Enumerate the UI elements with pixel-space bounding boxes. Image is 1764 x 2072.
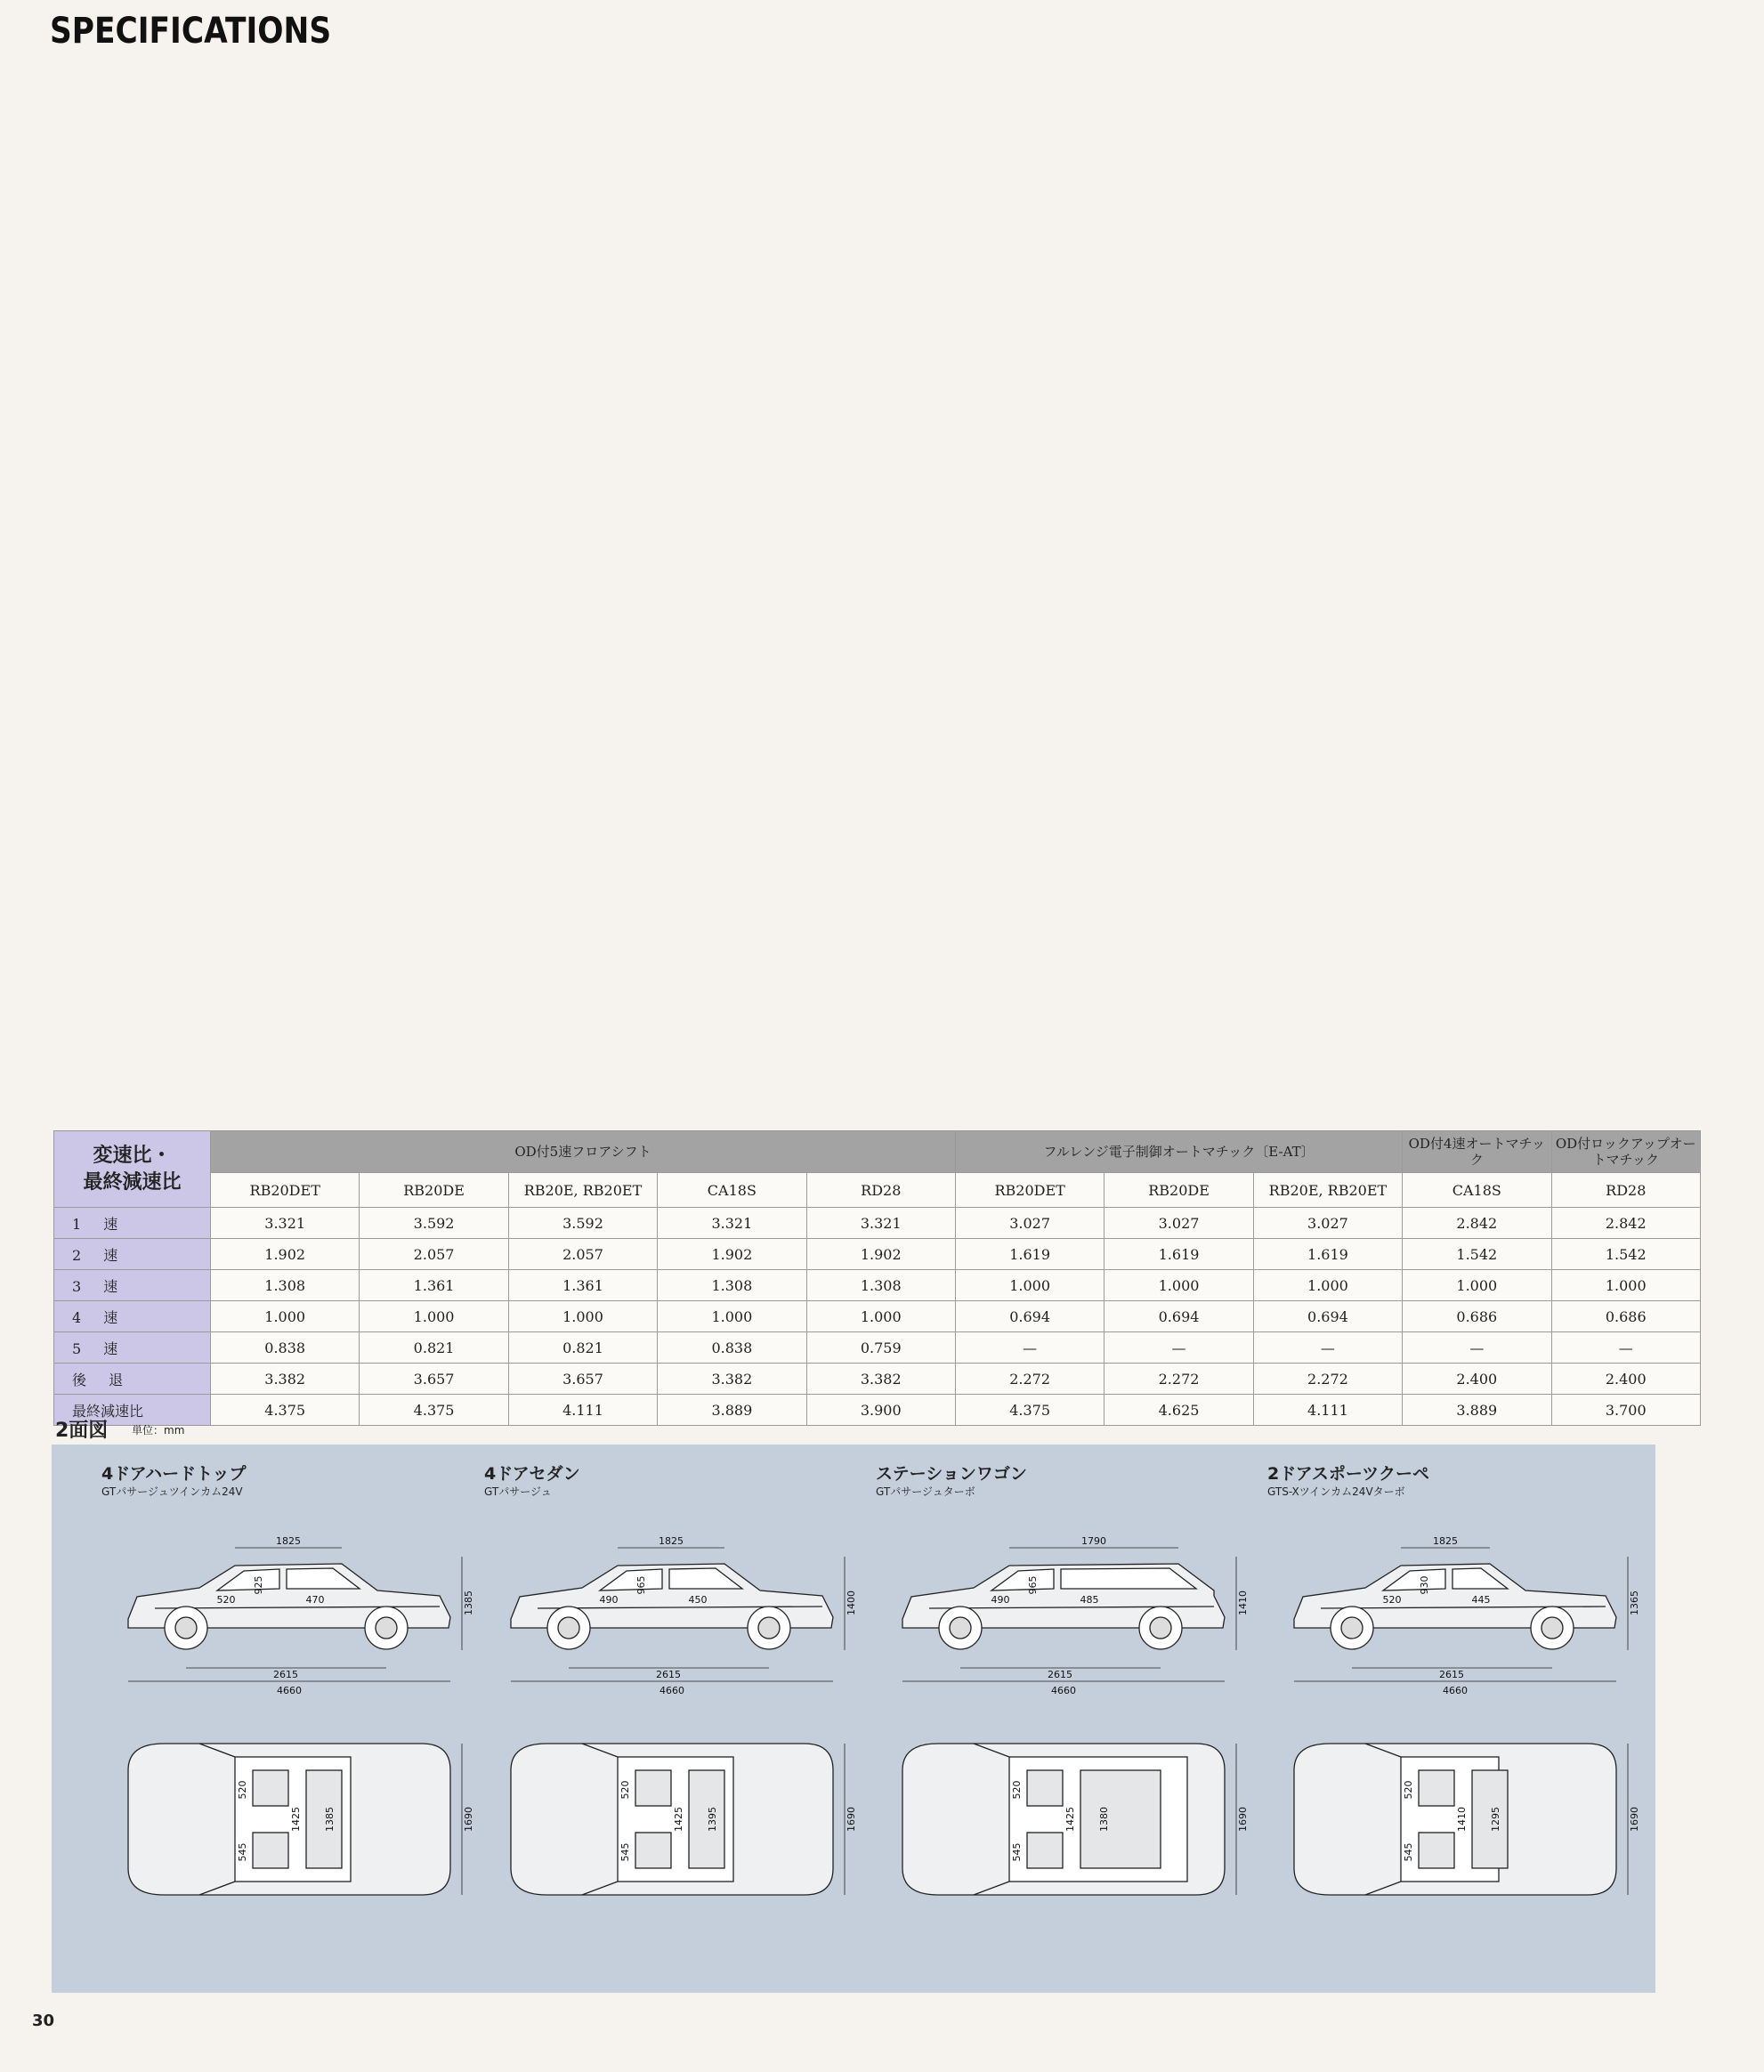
side-view bbox=[128, 1564, 450, 1649]
view-name: 4ドアセダン bbox=[484, 1464, 580, 1484]
dimension-label: 545 bbox=[237, 1842, 248, 1862]
dimension-label: 1400 bbox=[846, 1590, 857, 1615]
gear-row bbox=[54, 1208, 1701, 1239]
view-block bbox=[484, 1445, 876, 1993]
gear-ratio-cell: 0.686 bbox=[1551, 1301, 1700, 1332]
gear-engine-header: CA18S bbox=[658, 1173, 806, 1208]
gear-ratio-cell: 1.000 bbox=[1551, 1270, 1700, 1301]
gear-ratio-cell: 1.542 bbox=[1551, 1239, 1700, 1270]
dimension-label: 4660 bbox=[1051, 1685, 1076, 1696]
gear-ratio-cell: 3.321 bbox=[211, 1208, 360, 1239]
gear-ratio-cell: 0.759 bbox=[806, 1332, 955, 1364]
gear-group-4at: OD付4速オートマチック bbox=[1403, 1131, 1551, 1173]
gear-ratio-cell: 1.000 bbox=[806, 1301, 955, 1332]
dimension-label: 1395 bbox=[707, 1807, 718, 1832]
gear-ratio-cell: 3.321 bbox=[806, 1208, 955, 1239]
gear-ratio-cell: 4.375 bbox=[955, 1395, 1104, 1426]
dimension-label: 520 bbox=[216, 1594, 236, 1606]
top-view bbox=[128, 1744, 450, 1895]
dimension-label: 450 bbox=[688, 1594, 708, 1606]
gear-ratio-cell: 2.842 bbox=[1403, 1208, 1551, 1239]
gear-corner: 変速比・ 最終減速比 bbox=[54, 1131, 211, 1208]
gear-ratio-cell: 0.686 bbox=[1403, 1301, 1551, 1332]
gear-ratio-cell: 1.308 bbox=[806, 1270, 955, 1301]
gear-ratio-cell: — bbox=[1253, 1332, 1402, 1364]
top-view bbox=[902, 1744, 1225, 1895]
gear-ratio-cell: 2.842 bbox=[1551, 1208, 1700, 1239]
dimension-label: 520 bbox=[1403, 1780, 1414, 1800]
gear-row-label: 後 退 bbox=[54, 1364, 211, 1395]
gear-engine-header: RD28 bbox=[806, 1173, 955, 1208]
dimension-label: 490 bbox=[599, 1594, 619, 1606]
gear-group-5mt: OD付5速フロアシフト bbox=[211, 1131, 956, 1173]
gear-ratio-cell: — bbox=[1105, 1332, 1253, 1364]
view-grade: GTパサージュツインカム24V bbox=[101, 1485, 243, 1498]
gear-ratio-cell: 1.619 bbox=[1253, 1239, 1402, 1270]
top-view bbox=[511, 1744, 833, 1895]
gear-ratio-cell: 1.000 bbox=[658, 1301, 806, 1332]
dimension-label: 4660 bbox=[277, 1685, 302, 1696]
gear-row-label: 1 速 bbox=[54, 1208, 211, 1239]
gear-ratio-cell: 3.382 bbox=[211, 1364, 360, 1395]
gear-ratio-cell: 2.400 bbox=[1403, 1364, 1551, 1395]
gear-ratio-table bbox=[53, 1130, 1701, 1426]
gear-ratio-cell: 3.657 bbox=[508, 1364, 657, 1395]
dimension-label: 1690 bbox=[1237, 1807, 1249, 1832]
dimension-label: 965 bbox=[1027, 1575, 1039, 1595]
gear-ratio-cell: — bbox=[955, 1332, 1104, 1364]
gear-row-label: 3 速 bbox=[54, 1270, 211, 1301]
gear-row bbox=[54, 1364, 1701, 1395]
dimension-label: 2615 bbox=[656, 1669, 681, 1680]
gear-ratio-cell: 2.400 bbox=[1551, 1364, 1700, 1395]
dimension-label: 930 bbox=[1419, 1575, 1430, 1595]
dimension-label: 520 bbox=[237, 1780, 248, 1800]
dimension-label: 925 bbox=[253, 1575, 264, 1595]
gear-ratio-cell: 3.889 bbox=[1403, 1395, 1551, 1426]
dimension-label: 1380 bbox=[1098, 1807, 1110, 1832]
gear-ratio-cell: 1.308 bbox=[658, 1270, 806, 1301]
gear-ratio-cell: 1.619 bbox=[1105, 1239, 1253, 1270]
gear-row bbox=[54, 1270, 1701, 1301]
dimension-label: 1410 bbox=[1237, 1590, 1249, 1615]
view-name: 2ドアスポーツクーペ bbox=[1267, 1464, 1429, 1484]
gear-engine-header: RD28 bbox=[1551, 1173, 1700, 1208]
views-unit: 単位：mm bbox=[132, 1424, 185, 1437]
gear-row-label: 4 速 bbox=[54, 1301, 211, 1332]
page-number: 30 bbox=[32, 2011, 55, 2030]
dimension-label: 2615 bbox=[1439, 1669, 1464, 1680]
gear-row-label: 最終減速比 bbox=[54, 1395, 211, 1426]
gear-ratio-cell: 3.382 bbox=[658, 1364, 806, 1395]
gear-ratio-cell: — bbox=[1551, 1332, 1700, 1364]
gear-row bbox=[54, 1395, 1701, 1426]
view-block bbox=[1267, 1445, 1659, 1993]
dimension-label: 490 bbox=[991, 1594, 1010, 1606]
dimension-label: 1690 bbox=[463, 1807, 474, 1832]
gear-ratio-cell: 2.272 bbox=[1253, 1364, 1402, 1395]
gear-engine-header: RB20E, RB20ET bbox=[1253, 1173, 1402, 1208]
gear-ratio-cell: 1.361 bbox=[360, 1270, 508, 1301]
gear-ratio-cell: 1.902 bbox=[806, 1239, 955, 1270]
gear-ratio-cell: 1.000 bbox=[211, 1301, 360, 1332]
gear-engine-header: RB20DE bbox=[360, 1173, 508, 1208]
gear-ratio-cell: 3.382 bbox=[806, 1364, 955, 1395]
dimension-label: 2615 bbox=[273, 1669, 298, 1680]
gear-ratio-cell: 3.889 bbox=[658, 1395, 806, 1426]
gear-ratio-cell: 3.592 bbox=[508, 1208, 657, 1239]
gear-engine-header: RB20DET bbox=[955, 1173, 1104, 1208]
gear-group-eat: フルレンジ電子制御オートマチック〔E-AT〕 bbox=[955, 1131, 1402, 1173]
gear-ratio-cell: 1.000 bbox=[955, 1270, 1104, 1301]
dimension-label: 1690 bbox=[846, 1807, 857, 1832]
gear-ratio-cell: 4.375 bbox=[211, 1395, 360, 1426]
dimension-label: 1425 bbox=[1064, 1807, 1076, 1832]
gear-ratio-cell: 2.057 bbox=[508, 1239, 657, 1270]
gear-ratio-cell: 3.027 bbox=[1105, 1208, 1253, 1239]
gear-ratio-cell: — bbox=[1403, 1332, 1551, 1364]
gear-ratio-cell: 0.838 bbox=[211, 1332, 360, 1364]
gear-ratio-cell: 2.272 bbox=[1105, 1364, 1253, 1395]
dimension-label: 1385 bbox=[463, 1590, 474, 1615]
gear-engine-header: RB20DET bbox=[211, 1173, 360, 1208]
top-view bbox=[1294, 1744, 1616, 1895]
gear-ratio-cell: 2.057 bbox=[360, 1239, 508, 1270]
gear-row-label: 5 速 bbox=[54, 1332, 211, 1364]
dimension-label: 545 bbox=[1011, 1842, 1023, 1862]
view-grade: GTパサージュターボ bbox=[876, 1485, 975, 1498]
view-block bbox=[876, 1445, 1267, 1993]
gear-ratio-cell: 1.902 bbox=[211, 1239, 360, 1270]
gear-ratio-cell: 4.111 bbox=[508, 1395, 657, 1426]
dimension-label: 485 bbox=[1080, 1594, 1099, 1606]
gear-ratio-cell: 2.272 bbox=[955, 1364, 1104, 1395]
dimension-label: 545 bbox=[1403, 1842, 1414, 1862]
gear-ratio-cell: 3.592 bbox=[360, 1208, 508, 1239]
dimension-label: 965 bbox=[635, 1575, 647, 1595]
dimension-label: 2615 bbox=[1048, 1669, 1072, 1680]
gear-ratio-cell: 1.000 bbox=[1403, 1270, 1551, 1301]
car-drawing bbox=[484, 1503, 858, 1984]
side-view bbox=[1294, 1564, 1616, 1649]
gear-row-label: 2 速 bbox=[54, 1239, 211, 1270]
side-view bbox=[511, 1564, 833, 1649]
dimension-label: 1825 bbox=[659, 1535, 684, 1547]
side-view bbox=[902, 1564, 1225, 1649]
views-title: 2面図 bbox=[55, 1420, 109, 1442]
gear-ratio-cell: 3.321 bbox=[658, 1208, 806, 1239]
gear-ratio-cell: 0.821 bbox=[508, 1332, 657, 1364]
gear-ratio-cell: 0.838 bbox=[658, 1332, 806, 1364]
dimension-label: 445 bbox=[1471, 1594, 1491, 1606]
gear-row bbox=[54, 1332, 1701, 1364]
view-block bbox=[101, 1445, 493, 1993]
dimension-label: 1825 bbox=[1433, 1535, 1458, 1547]
car-drawing bbox=[876, 1503, 1250, 1984]
gear-ratio-cell: 4.625 bbox=[1105, 1395, 1253, 1426]
dimension-label: 4660 bbox=[659, 1685, 684, 1696]
view-grade: GTパサージュ bbox=[484, 1485, 552, 1498]
gear-engine-header: CA18S bbox=[1403, 1173, 1551, 1208]
car-drawing bbox=[101, 1503, 475, 1984]
dimension-label: 545 bbox=[619, 1842, 631, 1862]
view-name: ステーションワゴン bbox=[876, 1464, 1027, 1484]
dimension-label: 1425 bbox=[673, 1807, 684, 1832]
dimension-label: 1365 bbox=[1629, 1590, 1640, 1615]
dimension-label: 520 bbox=[1382, 1594, 1402, 1606]
gear-ratio-cell: 1.000 bbox=[1253, 1270, 1402, 1301]
gear-ratio-cell: 1.308 bbox=[211, 1270, 360, 1301]
page-title: SPECIFICATIONS bbox=[50, 11, 332, 52]
dimension-label: 4660 bbox=[1443, 1685, 1468, 1696]
dimension-label: 470 bbox=[305, 1594, 325, 1606]
gear-ratio-cell: 0.694 bbox=[1253, 1301, 1402, 1332]
dimension-label: 1410 bbox=[1456, 1807, 1468, 1832]
gear-ratio-cell: 1.000 bbox=[508, 1301, 657, 1332]
gear-row bbox=[54, 1301, 1701, 1332]
dimension-label: 1825 bbox=[276, 1535, 301, 1547]
gear-group-lu: OD付ロックアップオートマチック bbox=[1551, 1131, 1700, 1173]
gear-engine-header: RB20E, RB20ET bbox=[508, 1173, 657, 1208]
dimension-label: 520 bbox=[1011, 1780, 1023, 1800]
dimension-label: 1385 bbox=[324, 1807, 336, 1832]
gear-ratio-cell: 3.027 bbox=[1253, 1208, 1402, 1239]
gear-ratio-cell: 3.657 bbox=[360, 1364, 508, 1395]
dimension-label: 1790 bbox=[1081, 1535, 1106, 1547]
gear-ratio-cell: 1.361 bbox=[508, 1270, 657, 1301]
gear-ratio-cell: 4.111 bbox=[1253, 1395, 1402, 1426]
gear-ratio-cell: 3.900 bbox=[806, 1395, 955, 1426]
gear-ratio-cell: 3.700 bbox=[1551, 1395, 1700, 1426]
dimension-label: 1425 bbox=[290, 1807, 302, 1832]
gear-ratio-cell: 1.542 bbox=[1403, 1239, 1551, 1270]
gear-ratio-cell: 3.027 bbox=[955, 1208, 1104, 1239]
gear-ratio-cell: 4.375 bbox=[360, 1395, 508, 1426]
dimension-label: 1295 bbox=[1490, 1807, 1501, 1832]
gear-ratio-cell: 1.902 bbox=[658, 1239, 806, 1270]
gear-ratio-cell: 0.694 bbox=[1105, 1301, 1253, 1332]
gear-ratio-cell: 0.694 bbox=[955, 1301, 1104, 1332]
view-grade: GTS-Xツインカム24Vターボ bbox=[1267, 1485, 1405, 1498]
views-panel bbox=[52, 1445, 1655, 1993]
gear-row bbox=[54, 1239, 1701, 1270]
gear-engine-header: RB20DE bbox=[1105, 1173, 1253, 1208]
gear-ratio-cell: 1.619 bbox=[955, 1239, 1104, 1270]
dimension-label: 520 bbox=[619, 1780, 631, 1800]
gear-ratio-cell: 1.000 bbox=[360, 1301, 508, 1332]
view-name: 4ドアハードトップ bbox=[101, 1464, 247, 1484]
gear-ratio-cell: 1.000 bbox=[1105, 1270, 1253, 1301]
car-drawing bbox=[1267, 1503, 1641, 1984]
dimension-label: 1690 bbox=[1629, 1807, 1640, 1832]
gear-ratio-cell: 0.821 bbox=[360, 1332, 508, 1364]
gear-engine-row bbox=[54, 1173, 1701, 1208]
